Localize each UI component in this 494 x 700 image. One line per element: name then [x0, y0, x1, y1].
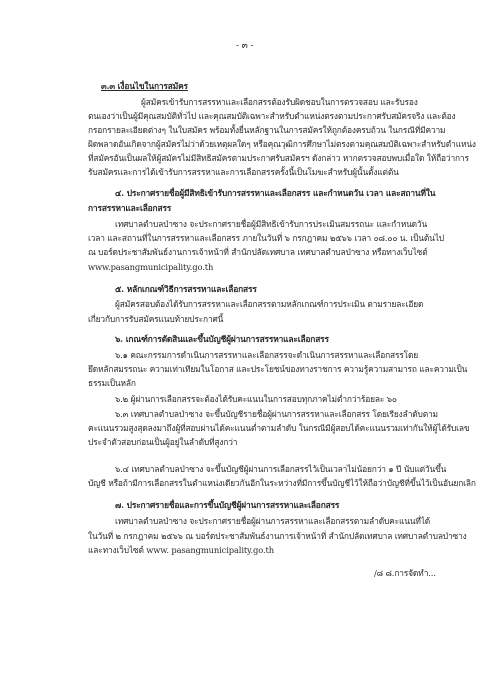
section-5-line: เกี่ยวกับการรับสมัครแนบท้ายประกาศนี้ [88, 314, 224, 324]
section-4-line: เทศบาลตำบลป่าซาง จะประกาศรายชื่อผู้มีสิทธิเข้ารับการประเมินสมรรถนะ และกำหนดวัน [115, 219, 428, 229]
section-4-heading-cont: การสรรหาและเลือกสรร [88, 203, 172, 213]
section-3-3-line: รับสมัครและการได้เข้ารับการสรรหาและการเลือกสรรครั้งนี้เป็นโมฆะสำหรับผู้นั้นตั้งแต่ต้น [88, 167, 399, 177]
section-7-line: ในวันที่ ๒ กรกฎาคม ๒๕๖๖ ณ บอร์ดประชาสัมพันธ์งานการเจ้าหน้าที่ สำนักปลัดเทศบาล เทศบาลตำบลป่าซาง [88, 531, 467, 541]
section-3-3-line: ตนเองว่าเป็นผู้มีคุณสมบัติทั่วไป และคุณสมบัติเฉพาะสำหรับตำแหน่งตรงตามประกาศรับสมัครจริง และต้อง [88, 111, 456, 121]
section-5-line: ผู้สมัครสอบต้องได้รับการสรรหาและเลือกสรรตามหลักเกณฑ์การประเมิน ตามรายละเอียด [115, 299, 424, 309]
section-5-heading: ๕. หลักเกณฑ์วิธีการสรรหาและเลือกสรร [115, 284, 257, 294]
continuation-marker: /๘ ๘.การจัดทำ... [374, 568, 436, 578]
section-7-heading: ๗. ประกาศรายชื่อและการขึ้นบัญชีผู้ผ่านการสรรหาและเลือกสรร [115, 500, 340, 510]
section-3-3-line: ผู้สมัครเข้ารับการสรรหาและเลือกสรรต้องรับผิดชอบในการตรวจสอบ และรับรอง [141, 97, 418, 107]
section-6-3-line: คะแนนรวมสูงสุดลงมาถึงผู้ที่สอบผ่านได้คะแนนต่ำตามลำดับ ในกรณีมีผู้สอบได้คะแนนรวมเท่ากันให้ผู้ได้รับเลข [88, 423, 470, 433]
section-6-heading: ๖. เกณฑ์การตัดสินและขึ้นบัญชีผู้ผ่านการสรรหาและเลือกสรร [115, 334, 329, 344]
section-7-line: เทศบาลตำบลป่าซาง จะประกาศรายชื่อผู้ผ่านการสรรหาและเลือกสรรตามลำดับคะแนนที่ได้ [115, 516, 431, 526]
section-4-line: ณ บอร์ดประชาสัมพันธ์งานการเจ้าหน้าที่ สำนักปลัดเทศบาล เทศบาลตำบลป่าซาง หรือทางเว็บไซต์ [88, 247, 428, 257]
section-6-3-line: ประจำตัวสอบก่อนเป็นผู้อยู่ในลำดับที่สูงกว่า [88, 437, 238, 447]
section-6-1-line: ยึดหลักสมรรถนะ ความเท่าเทียมในโอกาส และประโยชน์ของทางราชการ ความรู้ความสามารถ และความเป็น [88, 364, 468, 374]
section-6-2-line: ๖.๒ ผู้ผ่านการเลือกสรรจะต้องได้รับคะแนนในการสอบทุกภาคไม่ต่ำกว่าร้อยละ ๖๐ [115, 394, 397, 404]
page-number: - ๓ - [236, 41, 254, 51]
section-3-3-line: ผิดพลาดอันเกิดจากผู้สมัครไม่ว่าด้วยเหตุผลใดๆ หรือคุณวุฒิการศึกษาไม่ตรงตามคุณสมบัติเฉพาะสำหรับตำแหน่ง [88, 139, 476, 149]
section-4-website: www.pasangmunicipality.go.th [88, 262, 214, 272]
section-4-heading: ๔. ประกาศรายชื่อผู้มีสิทธิเข้ารับการสรรหาและเลือกสรร และกำหนดวัน เวลา และสถานที่ใน [115, 188, 436, 198]
section-4-line: เวลา และสถานที่ในการสรรหาและเลือกสรร ภายในวันที่ ๖ กรกฎาคม ๒๕๖๖ เวลา ๐๘.๐๐ น. เป็นต้นไป [88, 233, 444, 243]
section-3-3-line: กรอกรายละเอียดต่างๆ ในใบสมัคร พร้อมทั้งยื่นหลักฐานในการสมัครให้ถูกต้องครบถ้วน ในกรณีที่มีความ [88, 125, 446, 135]
section-6-4-line: บัญชี หรือถ้ามีการเลือกสรรในตำแหน่งเดียวกันอีกในระหว่างที่มีการขึ้นบัญชีไว้ให้ถือว่าบัญชีที่ขึ้นไว้เป็นอันยกเลิก [88, 478, 476, 488]
section-6-3-line: ๖.๓ เทศบาลตำบลป่าซาง จะขึ้นบัญชีรายชื่อผู้ผ่านการสรรหาและเลือกสรร โดยเรียงลำดับตาม [115, 409, 438, 419]
section-3-3-line: ที่สมัครอันเป็นผลให้ผู้สมัครไม่มีสิทธิสมัครตามประกาศรับสมัครฯ ดังกล่าว หากตรวจสอบพบเมื่อใด ให้ถือว่าการ [88, 153, 469, 163]
section-6-4-line: ๖.๔ เทศบาลตำบลป่าซาง จะขึ้นบัญชีผู้ผ่านการเลือกสรรไว้เป็นเวลาไม่น้อยกว่า ๑ ปี นับแต่วันขึ้น [115, 464, 447, 474]
section-7-line: และทางเว็บไซต์ www. pasangmunicipality.go.th [88, 545, 274, 555]
section-6-1-line: ธรรมเป็นหลัก [88, 378, 136, 388]
section-3-3-heading: ๓.๓ เงื่อนไขในการสมัคร [101, 81, 188, 91]
section-6-1-line: ๖.๑ คณะกรรมการดำเนินการสรรหาและเลือกสรรจะดำเนินการสรรหาและเลือกสรรโดย [115, 350, 419, 360]
